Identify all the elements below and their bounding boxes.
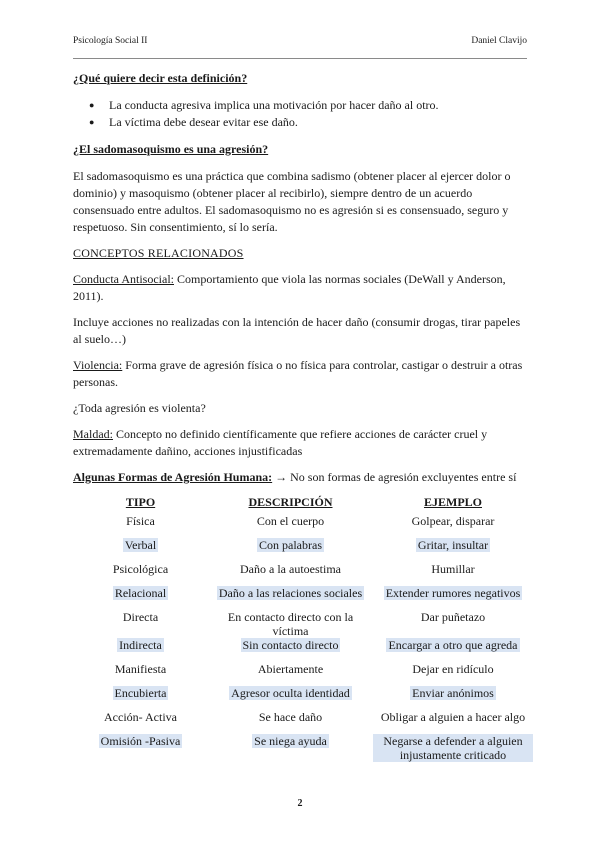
page-number: 2 <box>297 798 303 809</box>
section-title-conceptos: CONCEPTOS RELACIONADOS <box>73 246 244 260</box>
cell-descripcion: En contacto directo con la víctima <box>227 610 354 638</box>
cell-tipo: Manifiesta <box>114 662 167 676</box>
table-row <box>73 514 533 538</box>
aggression-forms-table <box>73 490 533 762</box>
document-body <box>73 70 527 486</box>
violencia-term: Violencia: <box>73 358 123 372</box>
bullet-item: ● La víctima debe desear evitar ese daño. <box>89 114 527 131</box>
cell-ejemplo: Enviar anónimos <box>412 686 494 700</box>
column-header-descripcion: DESCRIPCIÓN <box>248 494 333 509</box>
definition-bullet-list <box>73 97 527 131</box>
question-sadomasoquismo-heading: ¿El sadomasoquismo es una agresión? <box>73 142 269 156</box>
cell-descripcion: Con el cuerpo <box>256 514 325 528</box>
header-divider <box>73 58 527 59</box>
sadomasoquismo-paragraph: El sadomasoquismo es una práctica que combina sadismo (obtener placer al ejercer dolor o dominio) y masoquismo (obtener placer al recibirlo), siempre dentro de un acuerdo consensuado entre adultos. El sadomasoquismo no es agresión si es consensuado, seguro y respetuoso. Sin consentimiento, sí lo sería. <box>73 169 511 234</box>
table-row <box>73 586 533 610</box>
table-header-row <box>73 490 533 514</box>
violencia-definition <box>73 357 527 391</box>
cell-ejemplo: Gritar, insultar <box>417 538 489 552</box>
maldad-text: Concepto no definido científicamente que refiere acciones de carácter cruel y extremadamente dañino, acciones injustificadas <box>73 427 488 458</box>
table-row <box>73 734 533 762</box>
formas-note: → No son formas de agresión excluyentes entre sí <box>272 470 517 484</box>
cell-tipo: Encubierta <box>114 686 167 700</box>
violencia-text: Forma grave de agresión física o no física para controlar, castigar o destruir a otras personas. <box>73 358 523 389</box>
cell-descripcion: Se hace daño <box>258 710 323 724</box>
violencia-question: ¿Toda agresión es violenta? <box>73 401 206 415</box>
cell-descripcion: Daño a la autoestima <box>240 562 341 576</box>
cell-descripcion: Con palabras <box>259 538 322 552</box>
antisocial-definition <box>73 271 527 305</box>
cell-ejemplo: Extender rumores negativos <box>385 586 521 600</box>
table-row <box>73 562 533 586</box>
cell-tipo: Psicológica <box>112 562 169 576</box>
cell-tipo: Verbal <box>124 538 157 552</box>
cell-tipo: Omisión -Pasiva <box>100 734 181 748</box>
table-row <box>73 710 533 734</box>
table-row <box>73 538 533 562</box>
table-row <box>73 662 533 686</box>
maldad-term: Maldad: <box>73 427 113 441</box>
cell-ejemplo: Golpear, disparar <box>411 514 495 528</box>
cell-descripcion: Abiertamente <box>257 662 324 676</box>
cell-ejemplo: Encargar a otro que agreda <box>388 638 518 652</box>
cell-descripcion: Se niega ayuda <box>254 734 327 748</box>
antisocial-term: Conducta Antisocial: <box>73 272 174 286</box>
header-course-title: Psicología Social II <box>73 36 148 46</box>
cell-ejemplo: Dar puñetazo <box>420 610 486 624</box>
incluye-paragraph: Incluye acciones no realizadas con la intención de hacer daño (consumir drogas, tirar papeles al suelo…) <box>73 315 521 346</box>
cell-ejemplo: Humillar <box>431 562 475 576</box>
cell-descripcion: Sin contacto directo <box>242 638 339 652</box>
cell-tipo: Indirecta <box>119 638 162 652</box>
cell-ejemplo: Negarse a defender a alguien injustamente criticado <box>373 734 533 762</box>
maldad-definition <box>73 426 527 460</box>
cell-descripcion: Daño a las relaciones sociales <box>218 586 363 600</box>
header-author: Daniel Clavijo <box>471 36 527 46</box>
table-row <box>73 638 533 662</box>
antisocial-text: Comportamiento que viola las normas sociales (DeWall y Anderson, 2011). <box>73 272 506 303</box>
table-row <box>73 686 533 710</box>
column-header-tipo: TIPO <box>125 494 156 509</box>
page-header <box>73 36 527 48</box>
cell-descripcion: Agresor oculta identidad <box>231 686 350 700</box>
column-header-ejemplo: EJEMPLO <box>423 494 482 509</box>
formas-title: Algunas Formas de Agresión Humana: <box>73 470 273 484</box>
bullet-item: ● La conducta agresiva implica una motivación por hacer daño al otro. <box>89 97 527 114</box>
table-row <box>73 610 533 638</box>
cell-tipo: Física <box>126 514 155 528</box>
cell-tipo: Acción- Activa <box>104 710 177 724</box>
cell-tipo: Directa <box>122 610 159 624</box>
cell-ejemplo: Obligar a alguien a hacer algo <box>380 710 526 724</box>
cell-tipo: Relacional <box>114 586 167 600</box>
formas-heading <box>73 469 527 486</box>
question-definition-heading: ¿Qué quiere decir esta definición? <box>73 71 248 85</box>
cell-ejemplo: Dejar en ridículo <box>412 662 494 676</box>
